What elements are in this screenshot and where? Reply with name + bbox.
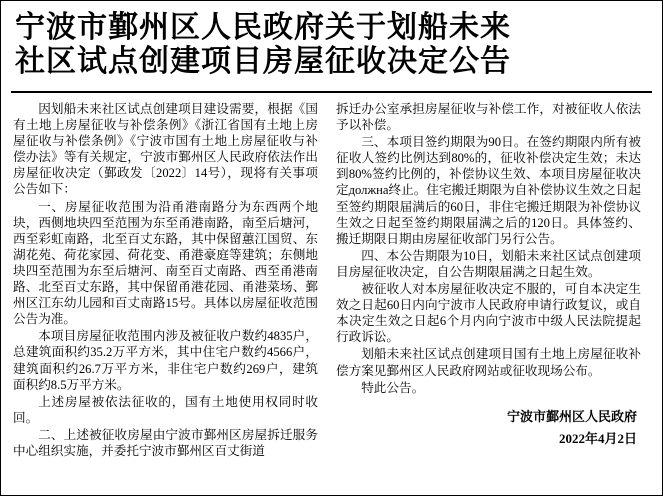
body-columns	[1, 93, 662, 493]
paragraph: 一、房屋征收范围为沿甬港南路分为东西两个地块，西侧地块四至范围为东至甬港南路，南至后塘河，西至彩虹南路，北至百丈东路，其中保留蕙江国贸、东湖花苑、荷花家园、荷花变、甬港豪庭等建筑；东侧地块四至范围为东至后塘河、南至百丈南路、西至甬港南路、北至百丈东路，其中保留甬港花园、甬港菜场、鄞州区江东幼儿园和百丈南路15号。具体以房屋征收范围公告为准。	[13, 199, 318, 327]
paragraph: 三、本项目签约期限为90日。在签约期限内所有被征收人签约比例达到80%的，征收补偿决定生效；未达到80%签约比例的，补偿协议生效、本项目房屋征收决定должна终止。住宅搬迁期限为自补偿协议生效之日起至签约期限届满后的60日，非住宅搬迁期限为补偿协议生效之日起至签约期限届满之后的120日。具体签约、搬迁期限日期由房屋征收部门另行公告。	[336, 135, 641, 246]
right-column	[336, 101, 641, 493]
paragraph: 拆迁办公室承担房屋征收与补偿工作，对被征收人依法予以补偿。	[336, 102, 641, 133]
title-line-1: 宁波市鄞州区人民政府关于划船未来	[15, 11, 511, 44]
signature-block	[336, 406, 641, 450]
paragraph: 划船未来社区试点创建项目国有土地上房屋征收补偿方案见鄞州区人民政府网站或征收现场公布。	[336, 347, 641, 378]
issue-date: 2022年4月2日	[558, 430, 637, 446]
paragraph: 上述房屋被依法征收的，国有土地使用权同时收回。	[13, 394, 318, 425]
left-column	[13, 101, 318, 493]
paragraph: 本项目房屋征收范围内涉及被征收户数约4835户，总建筑面积约35.2万平方米，其中住宅户数约4566户，建筑面积约26.7万平方米，非住宅户数约269户，建筑面积约8.5万平方米。	[13, 329, 318, 392]
title-line-2: 社区试点创建项目房屋征收决定公告	[15, 45, 511, 78]
paragraph: 被征收人对本房屋征收决定不服的，可自本决定生效之日起60日内向宁波市人民政府申请行政复议，或自本决定生效之日起6个月内向宁波市中级人民法院提起行政诉讼。	[336, 282, 641, 345]
paragraph: 二、上述被征收房屋由宁波市鄞州区房屋拆迁服务中心组织实施，并委托宁波市鄞州区百丈街道	[13, 427, 318, 458]
paragraph: 因划船未来社区试点创建项目建设需要，根据《国有土地上房屋征收与补偿条例》《浙江省国有土地上房屋征收与补偿条例》《宁波市国有土地上房屋征收与补偿办法》等有关规定，宁波市鄞州区人民政府依法作出房屋征收决定（鄞政发〔2022〕14号），现将有关事项公告如下：	[13, 102, 318, 197]
issuer-name: 宁波市鄞州区人民政府	[506, 408, 637, 424]
paragraph: 特此公告。	[361, 380, 425, 395]
title-block	[1, 1, 662, 85]
paragraph: 四、本公告期限为10日，划船未来社区试点创建项目房屋征收决定，自公告期限届满之日起生效。	[336, 248, 641, 279]
